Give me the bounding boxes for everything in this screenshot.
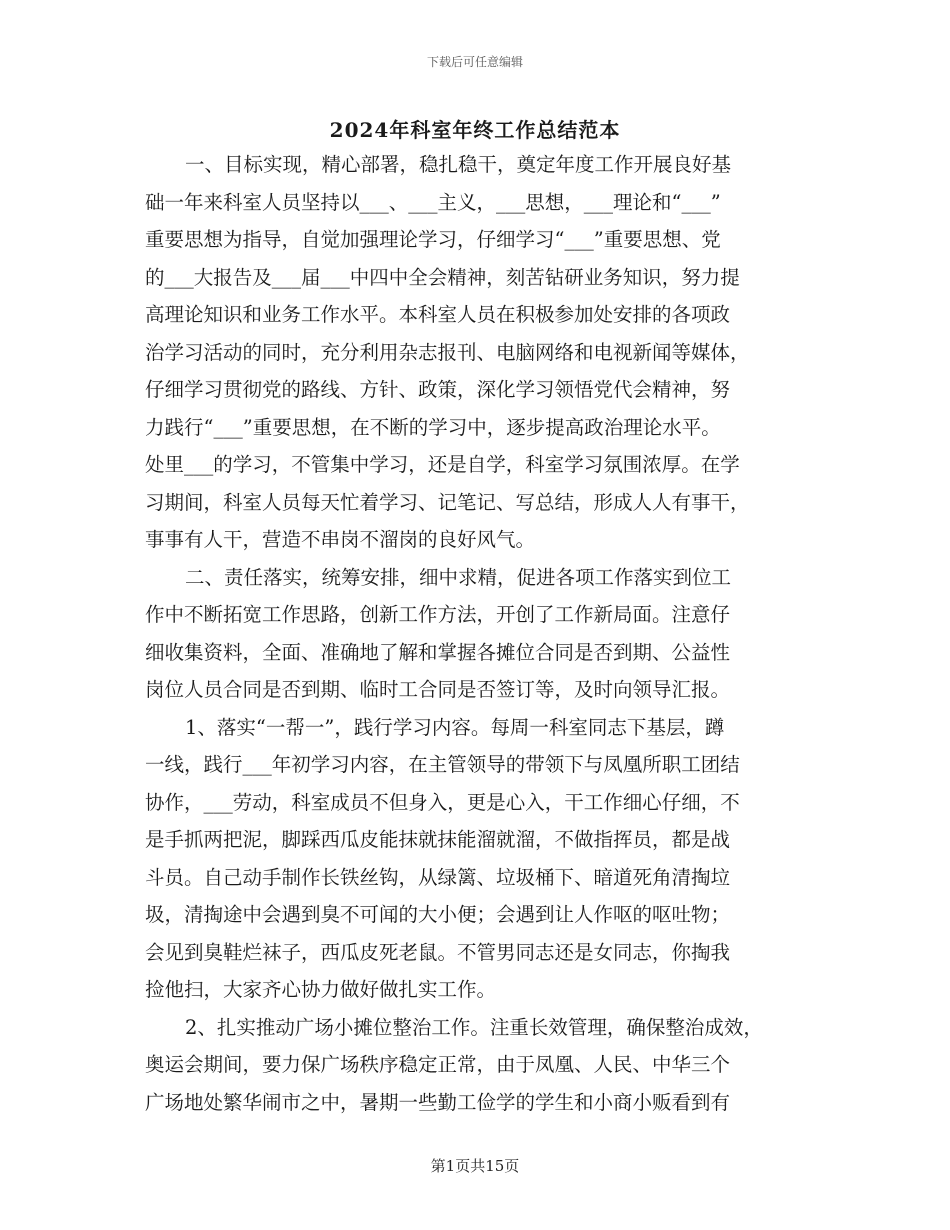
body-line: 一线，践行___年初学习内容，在主管领导的带领下与凤凰所职工团结 [145, 753, 740, 776]
body-line: 协作，___劳动，科室成员不但身入，更是心入，干工作细心仔细，不 [145, 790, 740, 814]
body-line: 力践行“___”重要思想，在不断的学习中，逐步提高政治理论水平。 [145, 415, 721, 439]
body-line: 的___大报告及___届___中四中全会精神，刻苦钻研业务知识，努力提 [145, 265, 740, 289]
body-line: 二、责任落实，统筹安排，细中求精，促进各项工作落实到位工 [185, 565, 732, 589]
body-line: 是手抓两把泥，脚踩西瓜皮能抹就抹能溜就溜，不做指挥员，都是战 [145, 828, 731, 851]
body-line: 处里___的学习，不管集中学习，还是自学，科室学习氛围浓厚。在学 [145, 453, 740, 476]
body-line: 斗员。自己动手制作长铁丝钩，从绿篱、垃圾桶下、暗道死角清掏垃 [145, 865, 731, 889]
document-body [145, 146, 835, 1121]
body-line: 2、扎实推动广场小摊位整治工作。注重长效管理，确保整治成效， [185, 1015, 763, 1039]
body-line: 治学习活动的同时，充分利用杂志报刊、电脑网络和电视新闻等媒体， [145, 340, 750, 364]
body-line: 圾，清掏途中会遇到臭不可闻的大小便；会遇到让人作呕的呕吐物； [145, 903, 731, 926]
body-line: 重要思想为指导，自觉加强理论学习，仔细学习“___”重要思想、党 [145, 228, 721, 251]
body-line: 1、落实“一帮一”，践行学习内容。每周一科室同志下基层，蹲 [185, 715, 725, 739]
body-line: 细收集资料，全面、准确地了解和掌握各摊位合同是否到期、公益性 [145, 640, 731, 664]
document-title: 2024年科室年终工作总结范本 [329, 118, 621, 142]
body-line: 事事有人干，营造不串岗不溜岗的良好风气。 [145, 528, 536, 551]
body-line: 仔细学习贯彻党的路线、方针、政策，深化学习领悟党代会精神，努 [145, 378, 731, 401]
body-line: 广场地处繁华闹市之中，暑期一些勤工俭学的学生和小商小贩看到有 [145, 1090, 731, 1114]
body-line: 捡他扫，大家齐心协力做好做扎实工作。 [145, 978, 497, 1001]
body-line: 会见到臭鞋烂袜子，西瓜皮死老鼠。不管男同志还是女同志，你掏我 [145, 940, 731, 964]
body-line: 岗位人员合同是否到期、临时工合同是否签订等，及时向领导汇报。 [145, 678, 731, 701]
body-line: 习期间，科室人员每天忙着学习、记笔记、写总结，形成人人有事干， [145, 490, 750, 514]
body-line: 作中不断拓宽工作思路，创新工作方法，开创了工作新局面。注意仔 [145, 603, 731, 626]
body-line: 一、目标实现，精心部署，稳扎稳干，奠定年度工作开展良好基 [185, 153, 732, 176]
body-line: 奥运会期间，要力保广场秩序稳定正常，由于凤凰、人民、中华三个 [145, 1053, 731, 1076]
body-line: 高理论知识和业务工作水平。本科室人员在积极参加处安排的各项政 [145, 303, 731, 326]
page-header-note: 下载后可任意编辑 [426, 55, 523, 69]
body-line: 础一年来科室人员坚持以___、___主义，___思想，___理论和“___” [145, 190, 721, 214]
page-number: 第1页共15页 [430, 1157, 520, 1175]
